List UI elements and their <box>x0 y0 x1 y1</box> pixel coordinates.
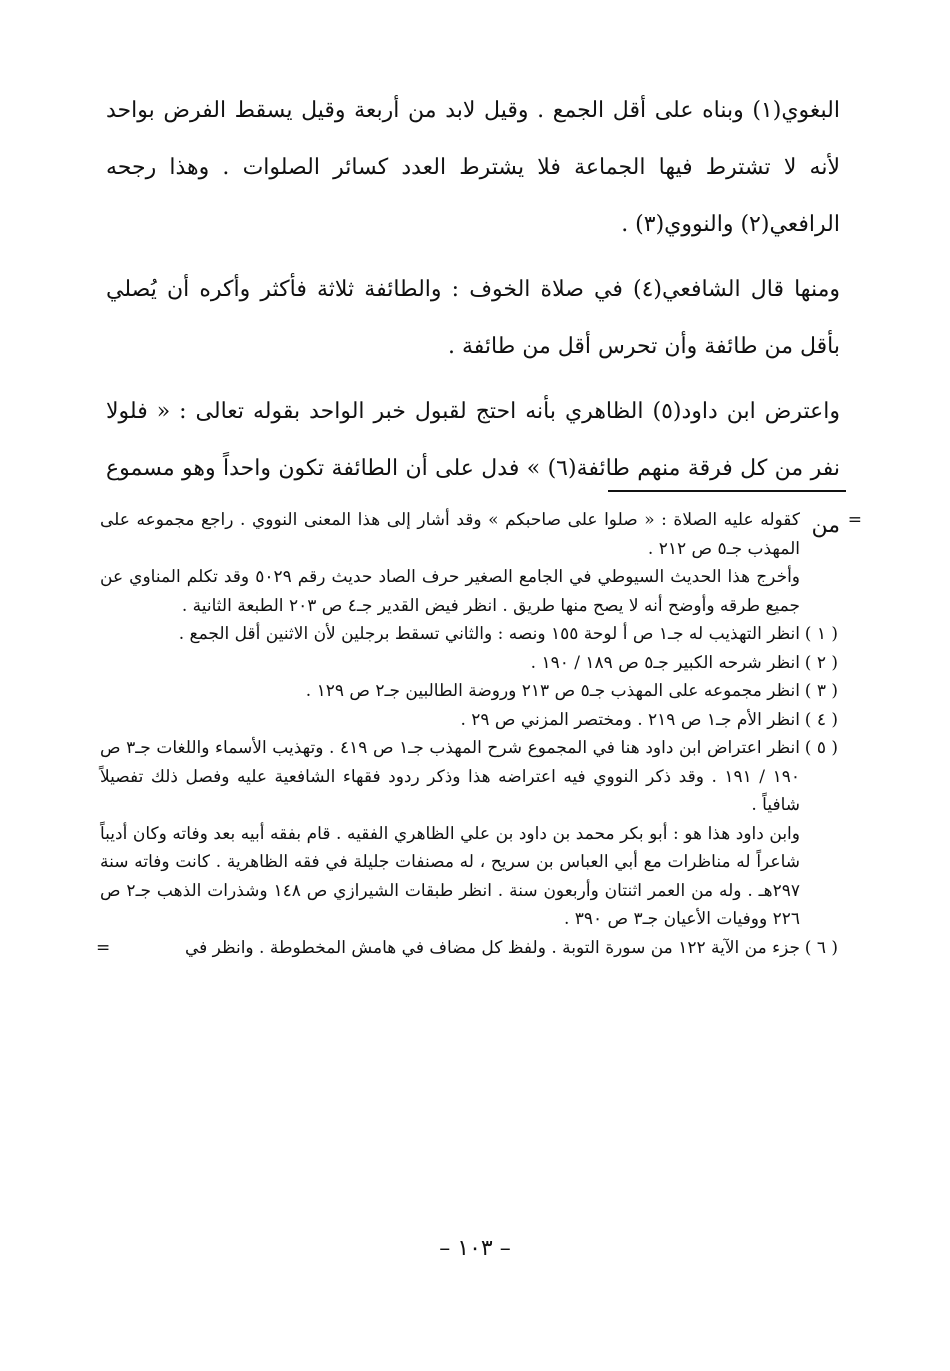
main-paragraph-2: ومنها قال الشافعي(٤) في صلاة الخوف : والطائفة ثلاثة فأكثر وأكره أن يُصلي بأقل من طائفة وأن تحرس أقل من طائفة . <box>106 277 840 359</box>
footnote-5 <box>100 734 836 820</box>
footnote-number: ( ٣ ) <box>804 681 838 701</box>
footnote-text: انظر شرحه الكبير جـ٥ ص ١٨٩ / ١٩٠ . <box>530 652 800 673</box>
footnote-4 <box>100 706 836 735</box>
footnote-number: ( ١ ) <box>804 624 838 644</box>
continuation-mark: = <box>847 510 862 530</box>
footnote-number: ( ٦ ) <box>804 937 838 958</box>
footnote-continuation-2 <box>100 563 836 620</box>
main-paragraph-3: واعترض ابن داود(٥) الظاهري بأنه احتج لقبول خبر الواحد بقوله تعالى : « فلولا نفر من كل فرقة منهم طائفة(٦) » فدل على أن الطائفة تكون واحداً وهو مسموع من <box>106 399 840 538</box>
footnote-text: انظر اعتراض ابن داود هنا في المجموع شرح المهذب جـ١ ص ٤١٩ . وتهذيب الأسماء واللغات جـ٣ ص ١٩٠ / ١٩١ . وقد ذكر النووي فيه اعتراضه هذا وذكر ردود فقهاء الشافعية عليه وفصل ذلك تفصيلاً شافياً . <box>100 738 800 815</box>
footnote-separator <box>608 490 846 492</box>
footnote-number: ( ٢ ) <box>804 652 838 673</box>
footnotes <box>96 506 862 962</box>
footnote-text: انظر مجموعه على المهذب جـ٥ ص ٢١٣ وروضة الطالبين جـ٢ ص ١٢٩ . <box>305 681 800 701</box>
footnote-text: جزء من الآية ١٢٢ من سورة التوبة . ولفظ كل مضاف في هامش المخطوطة . وانظر في <box>184 937 800 958</box>
footnote-continuation-text-1: كقوله عليه الصلاة : « صلوا على صاحبكم » وقد أشار إلى هذا المعنى النووي . راجع مجموعه على المهذب جـ٥ ص ٢١٢ . <box>100 510 800 559</box>
footnote-continuation <box>100 506 862 563</box>
footnote-2 <box>100 649 836 678</box>
main-paragraph-1: البغوي(١) وبناه على أقل الجمع . وقيل لابد من أربعة وقيل يسقط الفرض بواحد لأنه لا تشترط فيها الجماعة فلا يشترط العدد كسائر الصلوات . وهذا رجحه الرافعي(٢) والنووي(٣) . <box>106 98 840 237</box>
footnote-number: ( ٤ ) <box>804 709 838 730</box>
footnote-text: انظر التهذيب له جـ١ ص أ لوحة ١٥٥ ونصه : والثاني تسقط برجلين لأن الاثنين أقل الجمع . <box>178 624 800 644</box>
page-number: – ١٠٣ – <box>439 1236 511 1261</box>
footnote-text: انظر الأم جـ١ ص ٢١٩ . ومختصر المزني ص ٢٩ . <box>460 709 800 730</box>
footnote-5-continued <box>100 820 836 934</box>
footnote-number: ( ٥ ) <box>804 738 838 758</box>
main-text <box>106 82 840 554</box>
footnote-3 <box>100 677 836 706</box>
continues-mark: = <box>96 937 111 958</box>
footnote-6 <box>96 934 838 963</box>
footnote-1 <box>100 620 836 649</box>
footnote-continuation-text-2: وأخرج هذا الحديث السيوطي في الجامع الصغير حرف الصاد حديث رقم ٥٠٢٩ وقد تكلم المناوي عن جميع طرقه وأوضح أنه لا يصح منها طريق . انظر فيض القدير جـ٤ ص ٢٠٣ الطبعة الثانية . <box>100 567 801 616</box>
footnote-text: وابن داود هذا هو : أبو بكر محمد بن داود بن علي الظاهري الفقيه . قام بفقه أبيه بعد وفاته وكان أديباً شاعراً له مناظرات مع أبي العباس بن سريح ، له مصنفات جليلة في فقه الظاهرية . كانت وفاته سنة ٢٩٧هـ . وله من العمر اثنتان وأربعون سنة . انظر طبقات الشيرازي ص ١٤٨ وشذرات الذهب جـ٢ ص ٢٢٦ ووفيات الأعيان جـ٣ ص ٣٩٠ . <box>100 823 800 929</box>
